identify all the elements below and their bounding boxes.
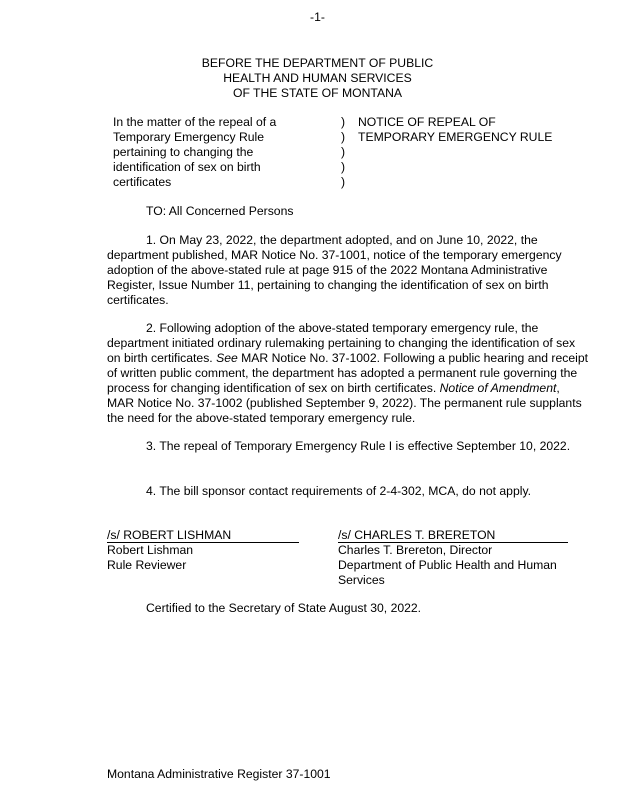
- heading-line: BEFORE THE DEPARTMENT OF PUBLIC: [201, 56, 434, 70]
- paren: ): [341, 115, 346, 129]
- caption-line: identification of sex on birth: [113, 160, 261, 174]
- notice-title-line: TEMPORARY EMERGENCY RULE: [358, 130, 553, 144]
- paragraph-text: 2. Following adoption of the above-stated temporary emergency rule, the department initiated ordinary rulemaking pertaining to changing the identification of sex on birth certificates.: [107, 321, 576, 365]
- caption-line: pertaining to changing the: [113, 145, 254, 159]
- notice-title-line: NOTICE OF REPEAL OF: [358, 115, 496, 129]
- caption-line: In the matter of the repeal of a: [113, 115, 277, 129]
- signature-block-reviewer: [107, 528, 299, 573]
- signature-line: /s/ ROBERT LISHMAN: [107, 528, 299, 543]
- paragraph-text: 1. On May 23, 2022, the department adopted, and on June 10, 2022, the department published, MAR Notice No. 37-1001, notice of the temporary emergency adoption of the above-stated rule at page 915 of the 2022 Montana Administrative Register, Issue Number 11, pertaining to changing the identification of sex on birth certificates.: [107, 233, 562, 307]
- signer-name: Charles T. Brereton, Director: [338, 543, 493, 557]
- heading-line: HEALTH AND HUMAN SERVICES: [223, 71, 412, 85]
- caption-matter: [113, 115, 318, 190]
- signer-title: Department of Public Health and Human Services: [338, 558, 557, 587]
- signature-line: /s/ CHARLES T. BRERETON: [338, 528, 568, 543]
- page-footer: Montana Administrative Register 37-1001: [107, 767, 331, 781]
- paragraph-text: MAR Notice No. 37-1002. Following a public hearing and receipt of written public comment, the department has adopted a permanent rule governing the process for changing identification of sex on birth certificates.: [107, 351, 588, 395]
- italic-see: See: [216, 351, 238, 365]
- paren: ): [341, 130, 346, 144]
- to-line: TO: All Concerned Persons: [146, 204, 294, 218]
- caption-notice-title: [358, 115, 588, 145]
- caption-line: Temporary Emergency Rule: [113, 130, 265, 144]
- paragraph-3: [107, 439, 590, 454]
- signature-block-director: [338, 528, 568, 588]
- italic-notice-of-amendment: Notice of Amendment: [439, 381, 557, 395]
- heading-line: OF THE STATE OF MONTANA: [232, 86, 403, 100]
- paragraph-text: 3. The repeal of Temporary Emergency Rule I is effective September 10, 2022.: [146, 439, 571, 453]
- paren: ): [341, 175, 346, 189]
- paragraph-2: [107, 321, 590, 426]
- paragraph-1: [107, 233, 590, 308]
- paragraph-4: [107, 484, 590, 499]
- paren: ): [341, 145, 346, 159]
- caption-parentheses: [341, 115, 351, 190]
- paragraph-text: , MAR Notice No. 37-1002 (published September 9, 2022). The permanent rule supplants the need for the above-stated temporary emergency rule.: [107, 381, 582, 425]
- signer-title: Rule Reviewer: [107, 558, 187, 572]
- paren: ): [341, 160, 346, 174]
- caption-line: certificates: [113, 175, 172, 189]
- document-heading: [0, 56, 635, 101]
- paragraph-text: 4. The bill sponsor contact requirements of 2-4-302, MCA, do not apply.: [146, 484, 532, 498]
- signer-name: Robert Lishman: [107, 543, 194, 557]
- certification-statement: Certified to the Secretary of State August 30, 2022.: [146, 601, 422, 615]
- page-number: -1-: [310, 10, 325, 24]
